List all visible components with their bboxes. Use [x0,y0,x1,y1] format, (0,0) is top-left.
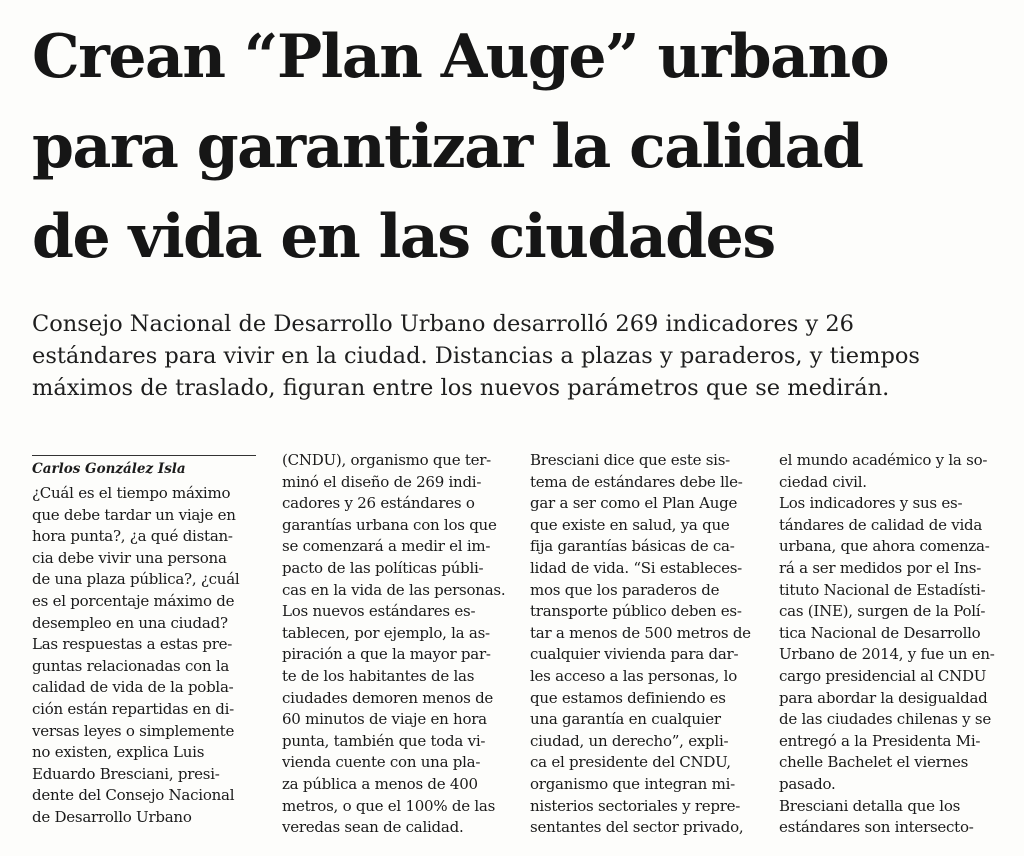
column-text-line: Eduardo Bresciani, presi- [32,764,220,783]
column-text-line: vienda cuente con una pla- [282,753,481,772]
column-text-line: veredas sean de calidad. [282,818,464,837]
column-text-line: ciedad civil. [779,472,867,491]
lead-line: estándares para vivir en la ciudad. Distancias a plazas y paraderos, y tiempos [32,343,920,369]
column-4 [779,450,1009,839]
column-text-line: ciudades demoren menos de [282,688,494,707]
column-text-line: entregó a la Presidenta Mi- [779,731,981,750]
column-text-line: se comenzará a medir el im- [282,537,491,556]
column-text-line: pasado. [779,774,836,793]
lead-paragraph [32,308,1002,404]
column-text-line: que estamos definiendo es [530,688,726,707]
column-text-line: piración a que la mayor par- [282,645,491,664]
column-text-line: transporte público deben es- [530,602,742,621]
column-2 [282,450,507,839]
column-text-line: no existen, explica Luis [32,743,205,762]
column-text-line: de las ciudades chilenas y se [779,710,991,729]
column-text-line: Las respuestas a estas pre- [32,635,233,654]
column-text-line: estándares son intersecto- [779,818,974,837]
headline-line: de vida en las ciudades [32,202,775,272]
column-text-line: pacto de las políticas públi- [282,558,484,577]
column-text-line: sentantes del sector privado, [530,818,744,837]
column-3 [530,450,755,839]
column-text-line: minó el diseño de 269 indi- [282,472,482,491]
column-text-line: urbana, que ahora comenza- [779,537,990,556]
column-text-line: dente del Consejo Nacional [32,786,235,805]
column-text-line: 60 minutos de viaje en hora [282,710,487,729]
column-text-line: es el porcentaje máximo de [32,591,235,610]
column-1 [32,483,256,829]
column-text-line: Los nuevos estándares es- [282,602,476,621]
headline [32,12,1012,282]
column-text-line: lidad de vida. “Si estableces- [530,558,742,577]
column-text-line: Los indicadores y sus es- [779,494,963,513]
column-text-line: te de los habitantes de las [282,666,475,685]
column-text-line: Bresciani detalla que los [779,796,961,815]
column-text-line: cas en la vida de las personas. [282,580,506,599]
lead-line: Consejo Nacional de Desarrollo Urbano desarrolló 269 indicadores y 26 [32,311,854,337]
column-text-line: nisterios sectoriales y repre- [530,796,741,815]
column-text-line: cualquier vivienda para dar- [530,645,739,664]
column-text-line: ¿Cuál es el tiempo máximo [32,484,231,502]
column-text-line: para abordar la desigualdad [779,688,988,707]
headline-line: para garantizar la calidad [32,112,863,182]
column-text-line: una garantía en cualquier [530,710,721,729]
column-text-line: punta, también que toda vi- [282,731,486,750]
column-text-line: cadores y 26 estándares o [282,494,475,513]
column-text-line: tica Nacional de Desarrollo [779,623,981,642]
column-text-line: hora punta?, ¿a qué distan- [32,527,233,546]
column-text-line: el mundo académico y la so- [779,451,988,469]
column-text-line: calidad de vida de la pobla- [32,678,234,697]
column-text-line: guntas relacionadas con la [32,656,230,675]
column-text-line: desempleo en una ciudad? [32,613,228,632]
column-text-line: ción están repartidas en di- [32,699,235,718]
column-text-line: metros, o que el 100% de las [282,796,496,815]
column-text-line: cas (INE), surgen de la Polí- [779,602,986,621]
column-text-line: cargo presidencial al CNDU [779,666,987,685]
column-text-line: les acceso a las personas, lo [530,666,737,685]
column-text-line: Bresciani dice que este sis- [530,451,730,469]
column-text-line: mos que los paraderos de [530,580,720,599]
headline-line: Crean “Plan Auge” urbano [32,22,889,92]
column-text-line: tar a menos de 500 metros de [530,623,751,642]
column-text-line: tema de estándares debe lle- [530,472,743,491]
lead-line: máximos de traslado, figuran entre los nuevos parámetros que se medirán. [32,375,890,401]
column-text-line: versas leyes o simplemente [32,721,235,740]
column-text-line: de Desarrollo Urbano [32,807,192,826]
byline: Carlos González Isla [32,455,256,482]
column-text-line: chelle Bachelet el viernes [779,753,969,772]
column-text-line: tablecen, por ejemplo, la as- [282,623,490,642]
column-text-line: tándares de calidad de vida [779,515,983,534]
column-text-line: fija garantías básicas de ca- [530,537,735,556]
column-text-line: ciudad, un derecho”, expli- [530,731,729,750]
column-text-line: que debe tardar un viaje en [32,505,236,524]
column-text-line: garantías urbana con los que [282,515,497,534]
column-text-line: tituto Nacional de Estadísti- [779,580,986,599]
column-text-line: rá a ser medidos por el Ins- [779,558,982,577]
column-text-line: (CNDU), organismo que ter- [282,451,491,469]
column-text-line: Urbano de 2014, y fue un en- [779,645,995,664]
column-text-line: de una plaza pública?, ¿cuál [32,570,240,589]
column-text-line: gar a ser como el Plan Auge [530,494,738,513]
column-text-line: organismo que integran mi- [530,774,735,793]
column-text-line: ca el presidente del CNDU, [530,753,731,772]
column-text-line: cia debe vivir una persona [32,548,227,567]
column-text-line: za pública a menos de 400 [282,774,478,793]
column-text-line: que existe en salud, ya que [530,515,730,534]
